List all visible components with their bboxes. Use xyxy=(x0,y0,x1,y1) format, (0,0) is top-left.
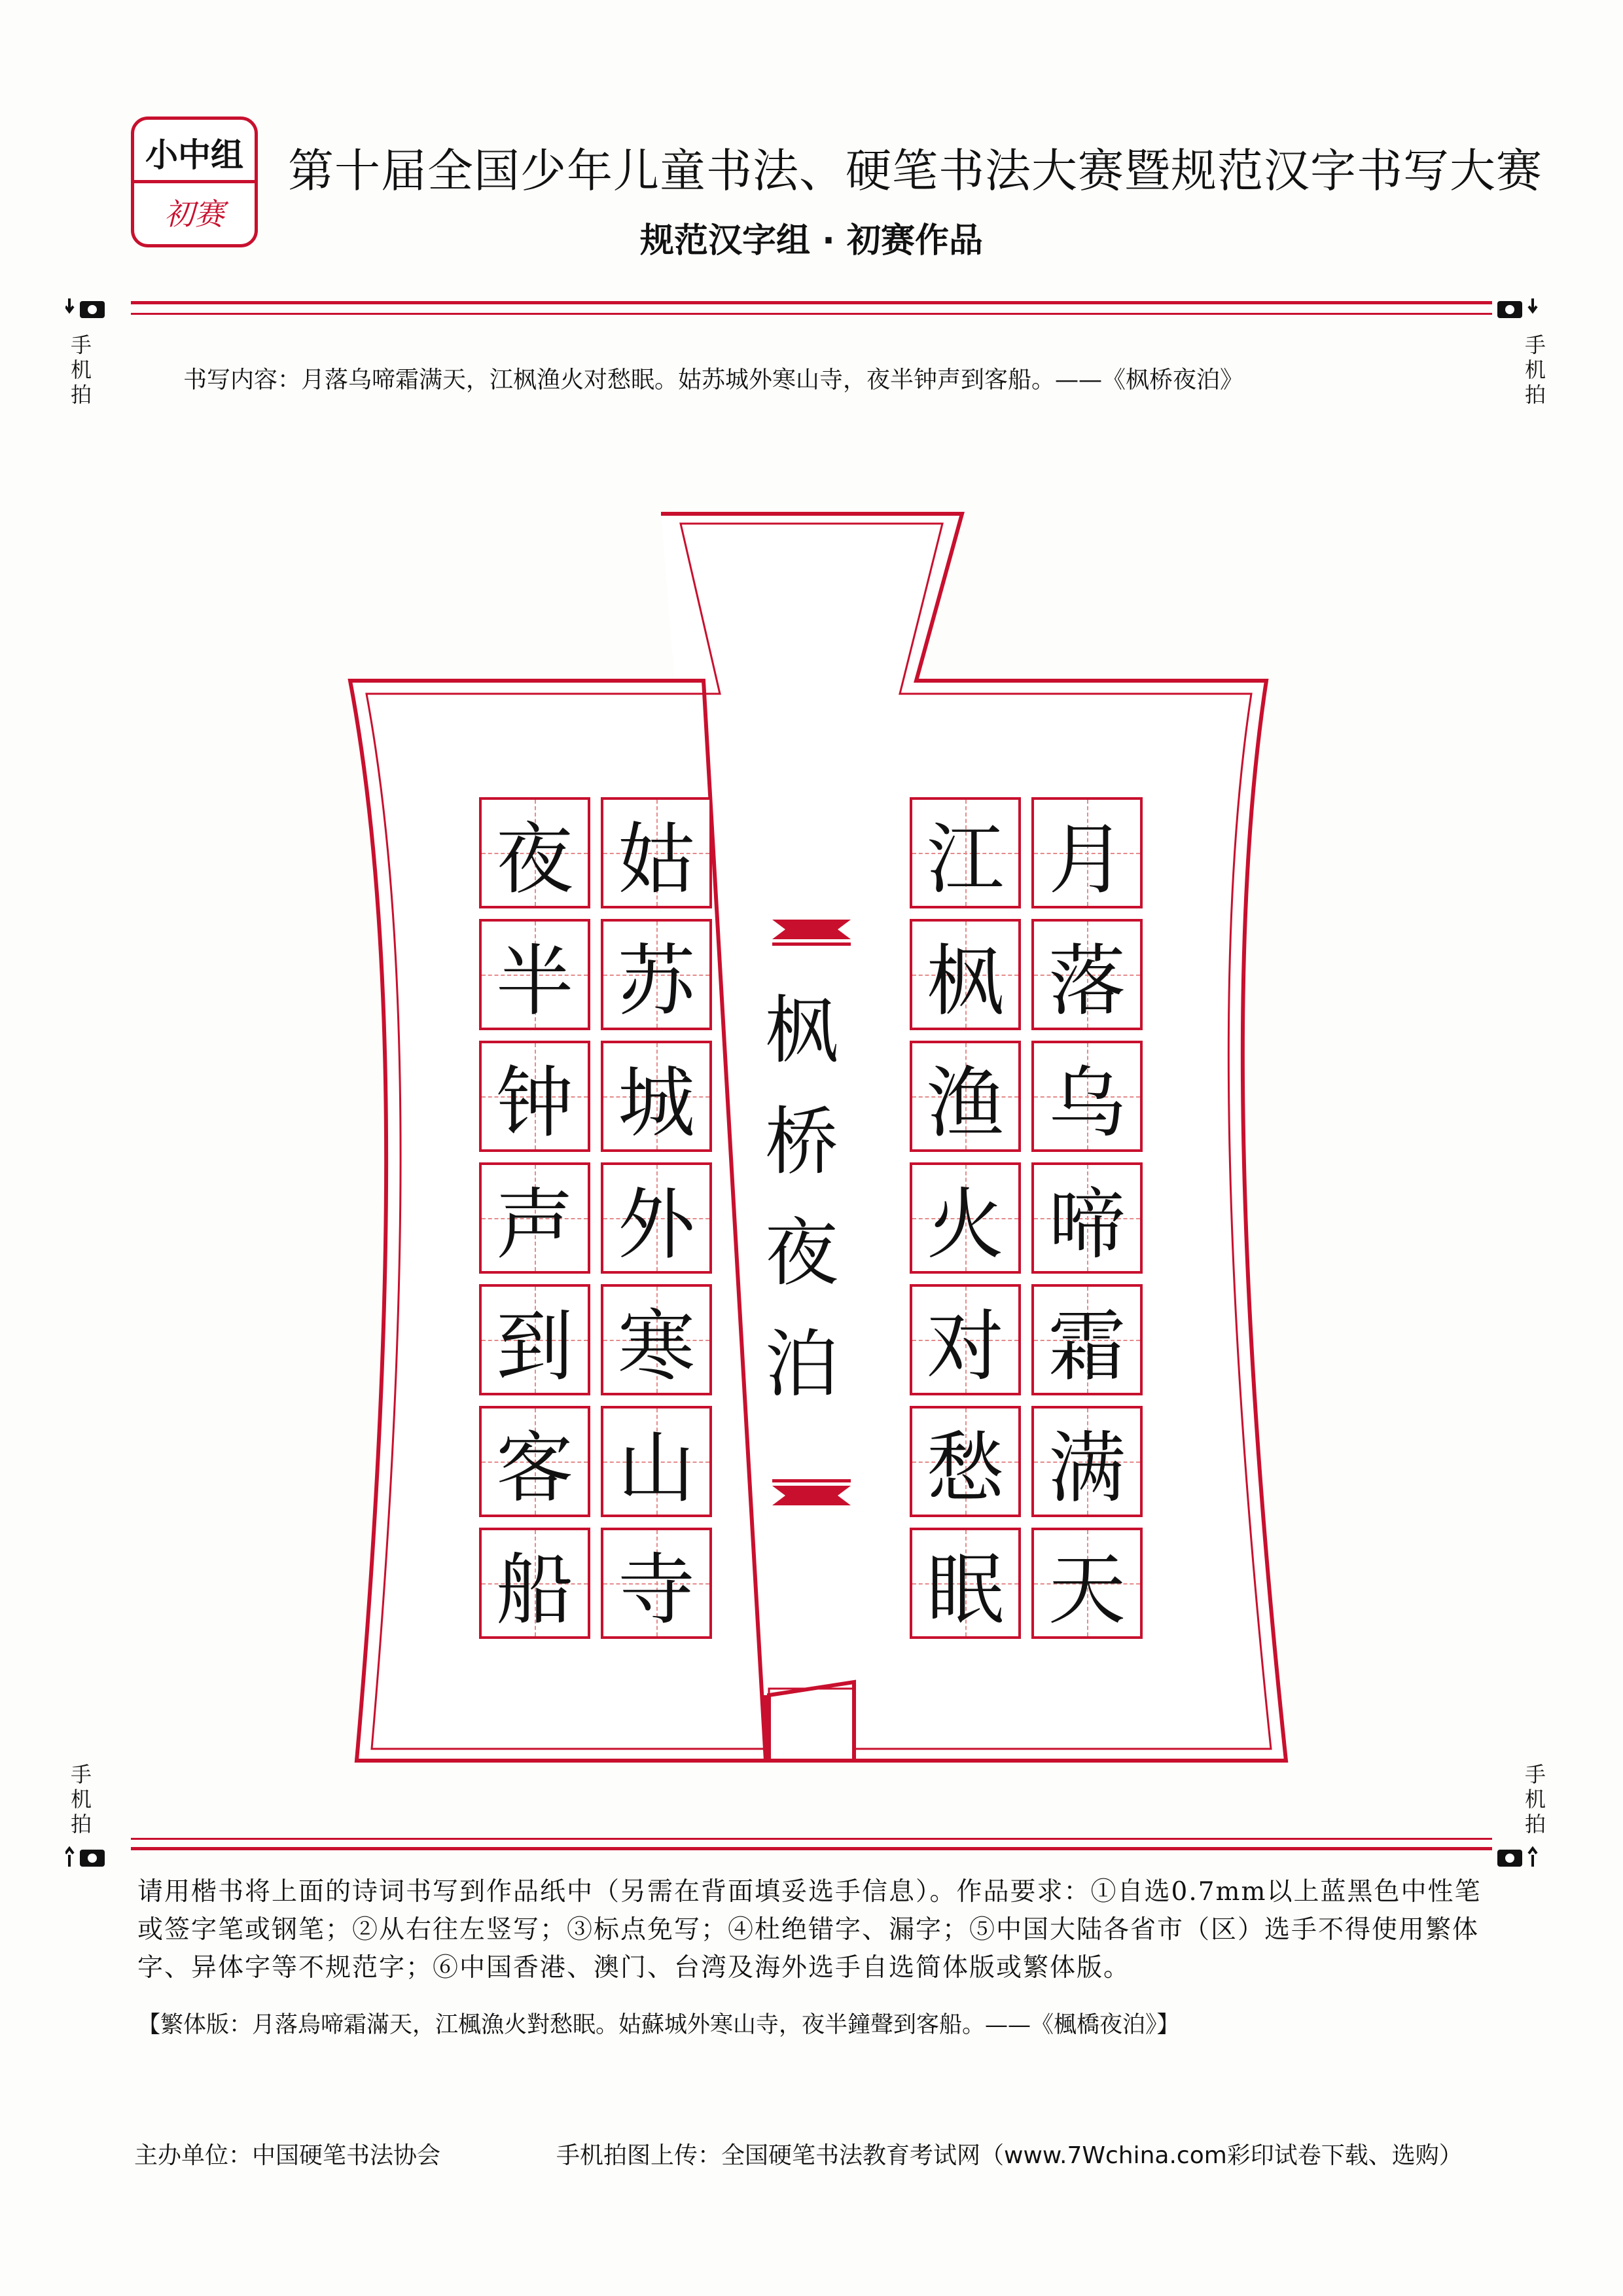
poem-char: 对 xyxy=(926,1301,1004,1391)
badge-stage: 初赛 xyxy=(164,196,224,232)
poem-cell xyxy=(601,1041,712,1152)
poem-cell xyxy=(601,1528,712,1639)
upload-camera-icon xyxy=(65,1844,107,1868)
poem-char: 渔 xyxy=(926,1058,1004,1148)
poem-title-char: 泊 xyxy=(765,1322,838,1407)
poem-cell xyxy=(910,797,1021,908)
poem-title-char: 桥 xyxy=(765,1100,838,1185)
poem-cell xyxy=(479,1284,590,1395)
page-subtitle: 规范汉字组 · 初赛作品 xyxy=(640,221,983,260)
poem-cell xyxy=(910,1162,1021,1274)
organizer: 主办单位：中国硬笔书法协会 xyxy=(134,2142,441,2169)
photo-label-top-left: 手 机 拍 xyxy=(70,332,92,407)
poem-cell xyxy=(601,1284,712,1395)
bottom-rule-thin xyxy=(131,1838,1492,1840)
poem-cell xyxy=(1031,797,1143,908)
poem-char: 船 xyxy=(495,1545,573,1635)
poem-cell xyxy=(1031,1406,1143,1517)
poem-char: 外 xyxy=(617,1179,695,1270)
poem-cell xyxy=(479,1406,590,1517)
poem-cell xyxy=(1031,1284,1143,1395)
poem-char: 寺 xyxy=(617,1545,695,1635)
poem-cell xyxy=(479,1041,590,1152)
poem-cell xyxy=(1031,919,1143,1030)
poem-cell xyxy=(601,797,712,908)
bottom-rule xyxy=(131,1847,1492,1850)
camera-marker-bottom-left xyxy=(65,1844,107,1874)
poem-cell xyxy=(1031,1528,1143,1639)
poem-cell xyxy=(910,1406,1021,1517)
poem-cell xyxy=(1031,1041,1143,1152)
poem-char: 山 xyxy=(617,1423,695,1513)
poem-cell xyxy=(601,919,712,1030)
poem-char: 寒 xyxy=(617,1301,695,1391)
poem-title-char: 枫 xyxy=(765,988,838,1073)
photo-label-bottom-left: 手 机 拍 xyxy=(70,1762,92,1837)
traditional-version: 【繁体版：月落烏啼霜滿天，江楓漁火對愁眠。姑蘇城外寒山寺，夜半鐘聲到客船。——《楓橋夜泊》】 xyxy=(137,2012,1180,2038)
poem-char: 月 xyxy=(1048,814,1126,905)
content-line: 书写内容：月落乌啼霜满天，江枫渔火对愁眠。姑苏城外寒山寺，夜半钟声到客船。——《枫桥夜泊》 xyxy=(183,367,1244,393)
poem-title xyxy=(749,975,854,1420)
poem-char: 乌 xyxy=(1048,1058,1126,1148)
poem-cell xyxy=(1031,1162,1143,1274)
upload-camera-icon xyxy=(1496,1844,1538,1868)
poem-char: 到 xyxy=(495,1301,573,1391)
photo-label-top-right: 手 机 拍 xyxy=(1524,332,1546,407)
poem-cell xyxy=(479,919,590,1030)
poem-char: 啼 xyxy=(1048,1179,1126,1270)
poem-cell xyxy=(910,1284,1021,1395)
poem-char: 半 xyxy=(495,936,573,1026)
poem-cell xyxy=(479,1528,590,1639)
poem-char: 城 xyxy=(617,1058,695,1148)
instructions: 请用楷书将上面的诗词书写到作品纸中（另需在背面填妥选手信息）。作品要求：①自选0.7mm以上蓝黑色中性笔或签字笔或钢笔；②从右往左竖写；③标点免写；④杜绝错字、漏字；⑤中国大陆各省市（区）选手不得使用繁体字、异体字等不规范字；⑥中国香港、澳门、台湾及海外选手自选简体版或繁体版。 xyxy=(137,1877,1482,1982)
poem-title-char: 夜 xyxy=(765,1211,838,1296)
poem-char: 苏 xyxy=(617,936,695,1026)
page-title: 第十届全国少年儿童书法、硬笔书法大赛暨规范汉字书写大赛 xyxy=(288,144,1543,198)
poem-cell xyxy=(479,1162,590,1274)
poem-char: 霜 xyxy=(1048,1301,1126,1391)
poem-cell xyxy=(601,1162,712,1274)
camera-marker-bottom-right xyxy=(1496,1844,1538,1874)
poem-cell xyxy=(910,919,1021,1030)
poem-char: 钟 xyxy=(495,1058,573,1148)
poem-char: 姑 xyxy=(617,814,695,905)
poem-char: 眠 xyxy=(926,1545,1004,1635)
poem-cell xyxy=(910,1528,1021,1639)
poem-cell xyxy=(479,797,590,908)
poem-cell xyxy=(910,1041,1021,1152)
poem-char: 满 xyxy=(1048,1423,1126,1513)
upload-info: 手机拍图上传：全国硬笔书法教育考试网（www.7Wchina.com彩印试卷下载、选购） xyxy=(556,2142,1463,2169)
poem-char: 落 xyxy=(1048,936,1126,1026)
poem-char: 枫 xyxy=(926,936,1004,1026)
poem-char: 江 xyxy=(926,814,1004,905)
badge-group: 小中组 xyxy=(145,136,243,174)
photo-label-bottom-right: 手 机 拍 xyxy=(1524,1762,1546,1837)
poem-char: 愁 xyxy=(926,1423,1004,1513)
poem-char: 火 xyxy=(926,1179,1004,1270)
poem-char: 夜 xyxy=(495,814,573,905)
poem-char: 天 xyxy=(1048,1545,1126,1635)
poem-char: 声 xyxy=(495,1179,573,1270)
poem-cell xyxy=(601,1406,712,1517)
poem-char: 客 xyxy=(495,1423,573,1513)
